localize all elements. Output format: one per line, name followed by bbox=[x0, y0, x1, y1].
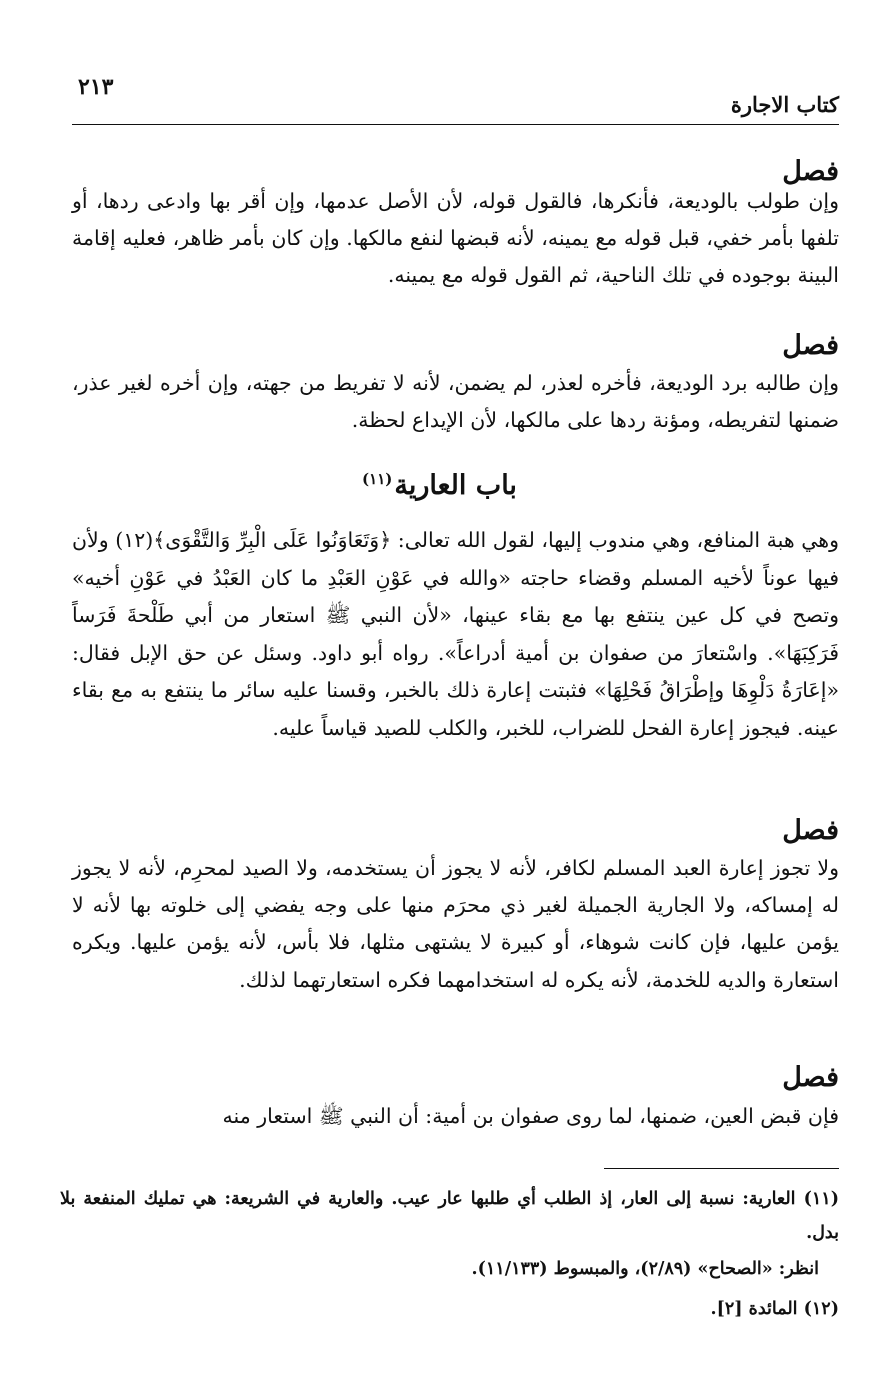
chapter-title bbox=[0, 470, 879, 501]
chapter-title-text: باب العارية bbox=[394, 470, 517, 501]
header-rule bbox=[72, 124, 839, 125]
section-paragraph: وإن طالبه برد الوديعة، فأخره لعذر، لم يضمن، لأنه لا تفريط من جهته، وإن أخره لغير عذر، ضمنها لتفريطه، ومؤنة ردها على مالكها، لأن الإيداع لحظة. bbox=[72, 371, 839, 432]
section-heading: فصل bbox=[782, 330, 839, 361]
chapter-paragraph: وهي هبة المنافع، وهي مندوب إليها، لقول الله تعالى: ﴿وَتَعَاوَنُوا عَلَى الْبِرِّ وَالتَّقْوَى﴾(١٢) ولأن فيها عوناً لأخيه المسلم وقضاء حاجته «والله في عَوْنِ العَبْدِ ما كان العَبْدُ في عَوْنِ أخيه» وتصح في كل عين ينتفع بها مع بقاء عينها، «لأن النبي ﷺ استعار من أبي طَلْحةَ فَرَساً فَرَكِبَهَا». واسْتعارَ من صفوان بن أمية أدراعاً». رواه أبو داود. وسئل عن حق الإبل فقال: «إعَارَةُ دَلْوِهَا وإطْرَاقُ فَحْلِهَا» فثبتت إعارة ذلك بالخبر، وقسنا عليه سائر ما ينتفع به مع بقاء عينه. فيجوز إعارة الفحل للضراب، للخبر، والكلب للصيد قياساً عليه. bbox=[72, 528, 839, 740]
page-number: ٢١٣ bbox=[78, 74, 114, 100]
footnote-12: (١٢) المائدة [٢]. bbox=[710, 1299, 839, 1319]
footnote-11-reference: انظر: «الصحاح» (٢/٨٩)، والمبسوط (١١/١٣٣). bbox=[471, 1259, 819, 1279]
footnote-separator bbox=[604, 1168, 839, 1169]
running-title: كتاب الاجارة bbox=[730, 92, 839, 117]
footnote-reference: (١١) bbox=[362, 470, 393, 488]
section-paragraph: وإن طولب بالوديعة، فأنكرها، فالقول قوله، لأن الأصل عدمها، وإن أقر بها وادعى ردها، أو تلفها بأمر خفي، قبل قوله مع يمينه، لأنه قبضها لنفع مالكها. وإن كان بأمر ظاهر، فعليه إقامة البينة بوجوده في تلك الناحية، ثم القول قوله مع يمينه. bbox=[72, 189, 839, 287]
section-heading: فصل bbox=[782, 815, 839, 846]
section-paragraph: ولا تجوز إعارة العبد المسلم لكافر، لأنه لا يجوز أن يستخدمه، ولا الصيد لمحرِم، لأنه لا يجوز له إمساكه، ولا الجارية الجميلة لغير ذي محرَم منها على وجه يفضي إلى خلوته بها لأنه لا يؤمن عليها، فإن كانت شوهاء، أو كبيرة لا يشتهى مثلها، فلا بأس، لأنه يؤمن عليها. ويكره استعارة والديه للخدمة، لأنه يكره له استخدامهما فكره استعارتهما لذلك. bbox=[72, 856, 839, 992]
section-paragraph: فإن قبض العين، ضمنها، لما روى صفوان بن أمية: أن النبي ﷺ استعار منه bbox=[222, 1104, 839, 1128]
section-heading: فصل bbox=[782, 156, 839, 187]
footnote-11: (١١) العارية: نسبة إلى العار، إذ الطلب أي طلبها عار عيب. والعارية في الشريعة: هي تمليك المنفعة بلا بدل. bbox=[60, 1189, 839, 1243]
section-heading: فصل bbox=[782, 1062, 839, 1093]
